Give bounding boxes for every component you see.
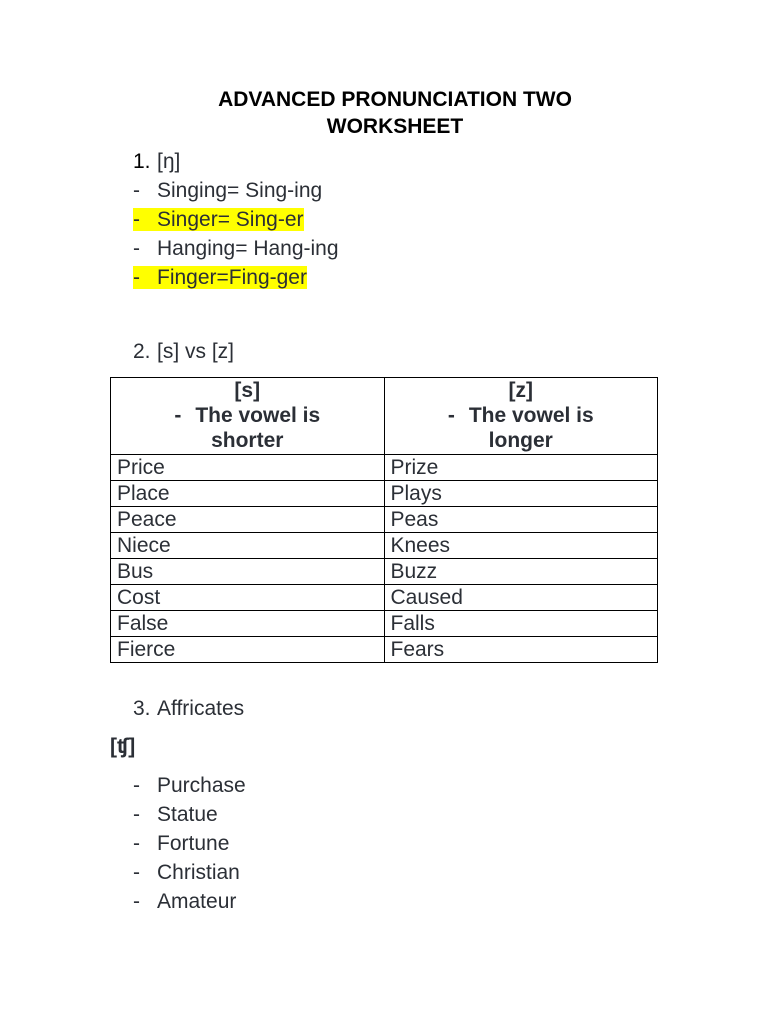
table-cell: Buzz bbox=[384, 559, 658, 585]
title-line-2: WORKSHEET bbox=[326, 115, 464, 138]
table-cell: Place bbox=[111, 481, 385, 507]
section-3-title: Affricates bbox=[157, 697, 245, 720]
list-item: - Christian bbox=[133, 861, 240, 884]
section-2-title: [s] vs [z] bbox=[157, 340, 235, 363]
table-cell: Falls bbox=[384, 611, 658, 637]
table-cell: Fierce bbox=[111, 637, 385, 663]
table-row bbox=[111, 559, 658, 585]
list-item: - Fortune bbox=[133, 832, 230, 855]
table-cell: Fears bbox=[384, 637, 658, 663]
table-cell: Niece bbox=[111, 533, 385, 559]
table-cell: Plays bbox=[384, 481, 658, 507]
section-3-list bbox=[133, 771, 246, 916]
table-cell: Prize bbox=[384, 455, 658, 481]
table-header-row bbox=[111, 378, 658, 455]
section-1-heading bbox=[133, 150, 180, 174]
table-row bbox=[111, 481, 658, 507]
list-item: - Amateur bbox=[133, 890, 237, 913]
table-cell: Cost bbox=[111, 585, 385, 611]
table-cell: False bbox=[111, 611, 385, 637]
table-cell: Peace bbox=[111, 507, 385, 533]
column-header-z: [z] - The vowel is longer bbox=[384, 378, 658, 455]
table-row bbox=[111, 507, 658, 533]
list-item-highlighted: - Singer= Sing-er bbox=[133, 208, 304, 231]
table-row bbox=[111, 637, 658, 663]
list-item: - Purchase bbox=[133, 774, 246, 797]
table-cell: Caused bbox=[384, 585, 658, 611]
section-1-title: [ŋ] bbox=[157, 150, 181, 173]
s-vs-z-table bbox=[110, 377, 658, 663]
table-row bbox=[111, 533, 658, 559]
table-row bbox=[111, 585, 658, 611]
list-item-highlighted: - Finger=Fing-ger bbox=[133, 266, 307, 289]
column-header-s: [s] - The vowel is shorter bbox=[111, 378, 385, 455]
table-cell: Knees bbox=[384, 533, 658, 559]
section-3-number: 3. bbox=[133, 697, 151, 720]
section-1-number: 1. bbox=[133, 150, 151, 173]
section-1-list bbox=[133, 176, 339, 292]
list-item: - Hanging= Hang-ing bbox=[133, 237, 339, 260]
list-item: - Singing= Sing-ing bbox=[133, 179, 323, 202]
table-cell: Price bbox=[111, 455, 385, 481]
section-2-number: 2. bbox=[133, 340, 151, 363]
title-line-1: ADVANCED PRONUNCIATION TWO bbox=[218, 88, 572, 111]
affricate-symbol: [ʧ] bbox=[110, 735, 136, 758]
table-cell: Peas bbox=[384, 507, 658, 533]
section-3-heading bbox=[133, 697, 244, 721]
page-title bbox=[0, 86, 768, 140]
list-item: - Statue bbox=[133, 803, 218, 826]
table-row bbox=[111, 455, 658, 481]
table-row bbox=[111, 611, 658, 637]
section-2-heading bbox=[133, 340, 234, 364]
table-cell: Bus bbox=[111, 559, 385, 585]
